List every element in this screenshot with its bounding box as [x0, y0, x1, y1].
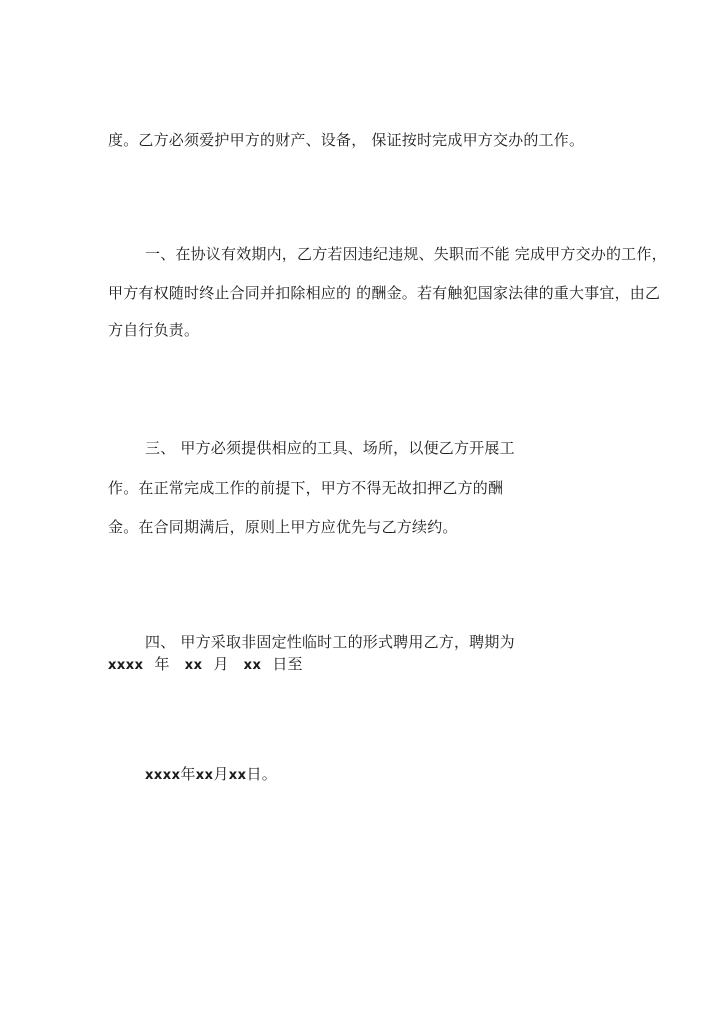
start-year-placeholder: xxxx	[108, 658, 144, 673]
paragraph-line-1: 度。乙方必须爱护甲方的财产、设备， 保证按时完成甲方交办的工作。	[108, 131, 585, 149]
end-month-placeholder: xx	[195, 768, 214, 783]
day-to-unit: 日至	[272, 655, 303, 673]
clause-4-line-1: 四、 甲方采取非固定性临时工的形式聘用乙方，聘期为	[145, 633, 515, 651]
end-day-placeholder: xx	[228, 768, 247, 783]
clause-3-line-1: 三、 甲方必须提供相应的工具、场所，以便乙方开展工	[145, 439, 515, 457]
clause-4-line-2	[108, 654, 303, 676]
end-day-unit: 日。	[246, 765, 277, 783]
end-month-unit: 月	[213, 765, 229, 783]
end-date-line	[145, 764, 277, 786]
start-day-placeholder: xx	[243, 658, 262, 673]
month-unit: 月	[213, 655, 229, 673]
year-unit: 年	[154, 655, 170, 673]
clause-1-line-1: 一、在协议有效期内，乙方若因违纪违规、失职而不能 完成甲方交办的工作，	[145, 245, 667, 263]
start-month-placeholder: xx	[184, 658, 203, 673]
end-year-unit: 年	[180, 765, 196, 783]
clause-1-line-2: 甲方有权随时终止合同并扣除相应的 的酬金。若有触犯国家法律的重大事宜，由乙	[108, 284, 661, 302]
clause-3-line-3: 金。在合同期满后，原则上甲方应优先与乙方续约。	[108, 518, 458, 536]
clause-1-line-3: 方自行负责。	[108, 321, 200, 339]
clause-3-line-2: 作。在正常完成工作的前提下，甲方不得无故扣押乙方的酬	[108, 479, 504, 497]
end-year-placeholder: xxxx	[145, 768, 181, 783]
